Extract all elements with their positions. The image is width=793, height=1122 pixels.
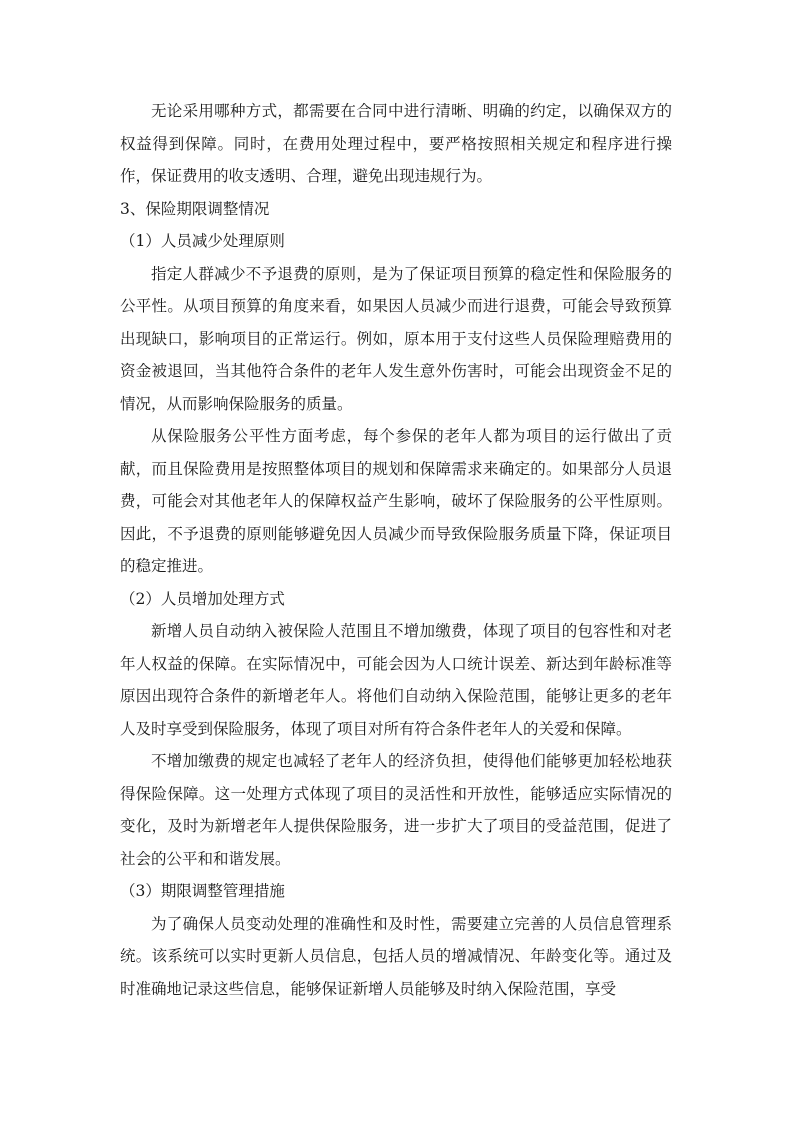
- subsection-1-paragraph-1: 指定人群减少不予退费的原则，是为了保证项目预算的稳定性和保险服务的公平性。从项目预算的角度来看，如果因人员减少而进行退费，可能会导致预算出现缺口，影响项目的正常运行。例如，原本用于支付这些人员保险理赔费用的资金被退回，当其他符合条件的老年人发生意外伤害时，可能会出现资金不足的情况，从而影响保险服务的质量。: [120, 264, 672, 413]
- subsection-heading-3: （3）期限调整管理措施: [120, 882, 285, 900]
- subsection-3-paragraph-1: 为了确保人员变动处理的准确性和及时性，需要建立完善的人员信息管理系统。该系统可以实时更新人员信息，包括人员的增减情况、年龄变化等。通过及时准确地记录这些信息，能够保证新增人员能够及时纳入保险范围，享受: [120, 914, 672, 998]
- subsection-heading-1: （1）人员减少处理原则: [120, 232, 285, 250]
- subsection-1-paragraph-2: 从保险服务公平性方面考虑，每个参保的老年人都为项目的运行做出了贡献，而且保险费用是按照整体项目的规划和保障需求来确定的。如果部分人员退费，可能会对其他老年人的保障权益产生影响，破坏了保险服务的公平性原则。因此，不予退费的原则能够避免因人员减少而导致保险服务质量下降，保证项目的稳定推进。: [120, 427, 672, 575]
- subsection-2-paragraph-2: 不增加缴费的规定也减轻了老年人的经济负担，使得他们能够更加轻松地获得保险保障。这一处理方式体现了项目的灵活性和开放性，能够适应实际情况的变化，及时为新增老年人提供保险服务，进一步扩大了项目的受益范围，促进了社会的公平和和谐发展。: [120, 752, 672, 868]
- section-heading: 3、保险期限调整情况: [120, 199, 270, 218]
- intro-paragraph: 无论采用哪种方式，都需要在合同中进行清晰、明确的约定，以确保双方的权益得到保障。同时，在费用处理过程中，要严格按照相关规定和程序进行操作，保证费用的收支透明、合理，避免出现违规行为。: [120, 102, 672, 185]
- document-body: [120, 95, 672, 1005]
- subsection-heading-2: （2）人员增加处理方式: [120, 589, 285, 608]
- subsection-2-paragraph-1: 新增人员自动纳入被保险人范围且不增加缴费，体现了项目的包容性和对老年人权益的保障。在实际情况中，可能会因为人口统计误差、新达到年龄标准等原因出现符合条件的新增老年人。将他们自动纳入保险范围，能够让更多的老年人及时享受到保险服务，体现了项目对所有符合条件老年人的关爱和保障。: [120, 622, 672, 738]
